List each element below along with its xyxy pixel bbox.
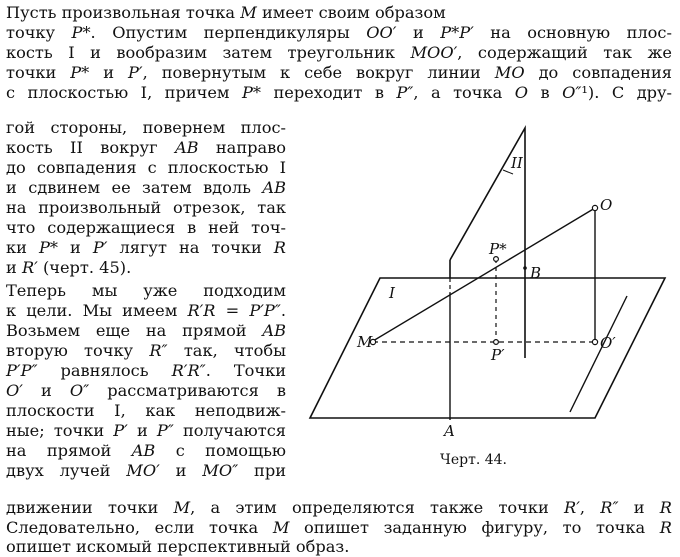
text-line-12: ки P* и P′ лягут на точки R	[6, 238, 286, 257]
text-line-15: к цели. Мы имеем R′R = P′P″.	[6, 301, 286, 320]
point-b	[523, 266, 527, 270]
figure-caption: Черт. 44.	[440, 452, 507, 468]
text-line-4: точки P* и P′, повернутым к себе вокруг линии MO до совпадения	[6, 63, 672, 82]
text-line-9: и сдвинем ее затем вдоль AB	[6, 178, 286, 197]
label-o: O	[600, 196, 613, 214]
text-line-5: с плоскостью I, причем P* переходит в P″, а точка O в O″¹). С дру-	[6, 83, 673, 102]
text-line-19: O′ и O″ рассматриваются в	[6, 381, 286, 400]
text-line-3: кость I и вообразим затем треугольник MOO′, содержащий так же	[6, 43, 672, 62]
point-o	[592, 205, 597, 210]
text-line-7: кость II вокруг AB направо	[6, 138, 286, 157]
text-line-25: движении точки M, а этим определяются также точки R′, R″ и R	[6, 498, 672, 517]
label-o-prime: O′	[600, 334, 616, 352]
line-in-plane	[570, 296, 627, 412]
text-line-22: на прямой AB с помощью	[6, 441, 286, 460]
figure-44	[305, 118, 675, 478]
text-line-13: и R′ (черт. 45).	[6, 258, 132, 277]
text-line-10: на произвольный отрезок, так	[6, 198, 286, 217]
text-line-20: плоскости I, как неподвиж-	[6, 401, 286, 420]
text-line-18: P′P″ равнялось R′R″. Точки	[6, 361, 286, 380]
text-line-6: гой стороны, повернем плос-	[6, 118, 286, 137]
label-ii: II	[511, 154, 523, 172]
geometry-diagram	[305, 118, 675, 478]
text-line-16: Возьмем еще на прямой AB	[6, 321, 286, 340]
text-line-27: опишет искомый перспективный образ.	[6, 537, 350, 556]
point-p-prime	[494, 340, 499, 345]
text-line-17: вторую точку R″ так, чтобы	[6, 341, 286, 360]
text-line-8: до совпадения с плоскостью I	[6, 158, 286, 177]
label-m: M	[357, 333, 373, 351]
text-line-1: Пусть произвольная точка M имеет своим образом	[6, 3, 446, 22]
label-one: I	[389, 284, 395, 302]
text-line-23: двух лучей MO′ и MO″ при	[6, 461, 286, 480]
line-mo	[373, 208, 595, 341]
text-line-21: ные; точки P′ и P″ получаются	[6, 421, 286, 440]
text-line-26: Следовательно, если точка M опишет заданную фигуру, то точка R	[6, 518, 672, 537]
text-line-2: точку P*. Опустим перпендикуляры OO′ и P*P′ на основную плос-	[6, 23, 672, 42]
label-p-prime: P′	[491, 346, 505, 364]
label-p-star: P*	[489, 240, 507, 258]
text-line-14: Теперь мы уже подходим	[6, 281, 286, 300]
text-line-11: что содержащиеся в ней точ-	[6, 218, 286, 237]
point-o-prime	[592, 339, 597, 344]
label-a: A	[444, 422, 455, 440]
label-b: B	[530, 264, 542, 282]
